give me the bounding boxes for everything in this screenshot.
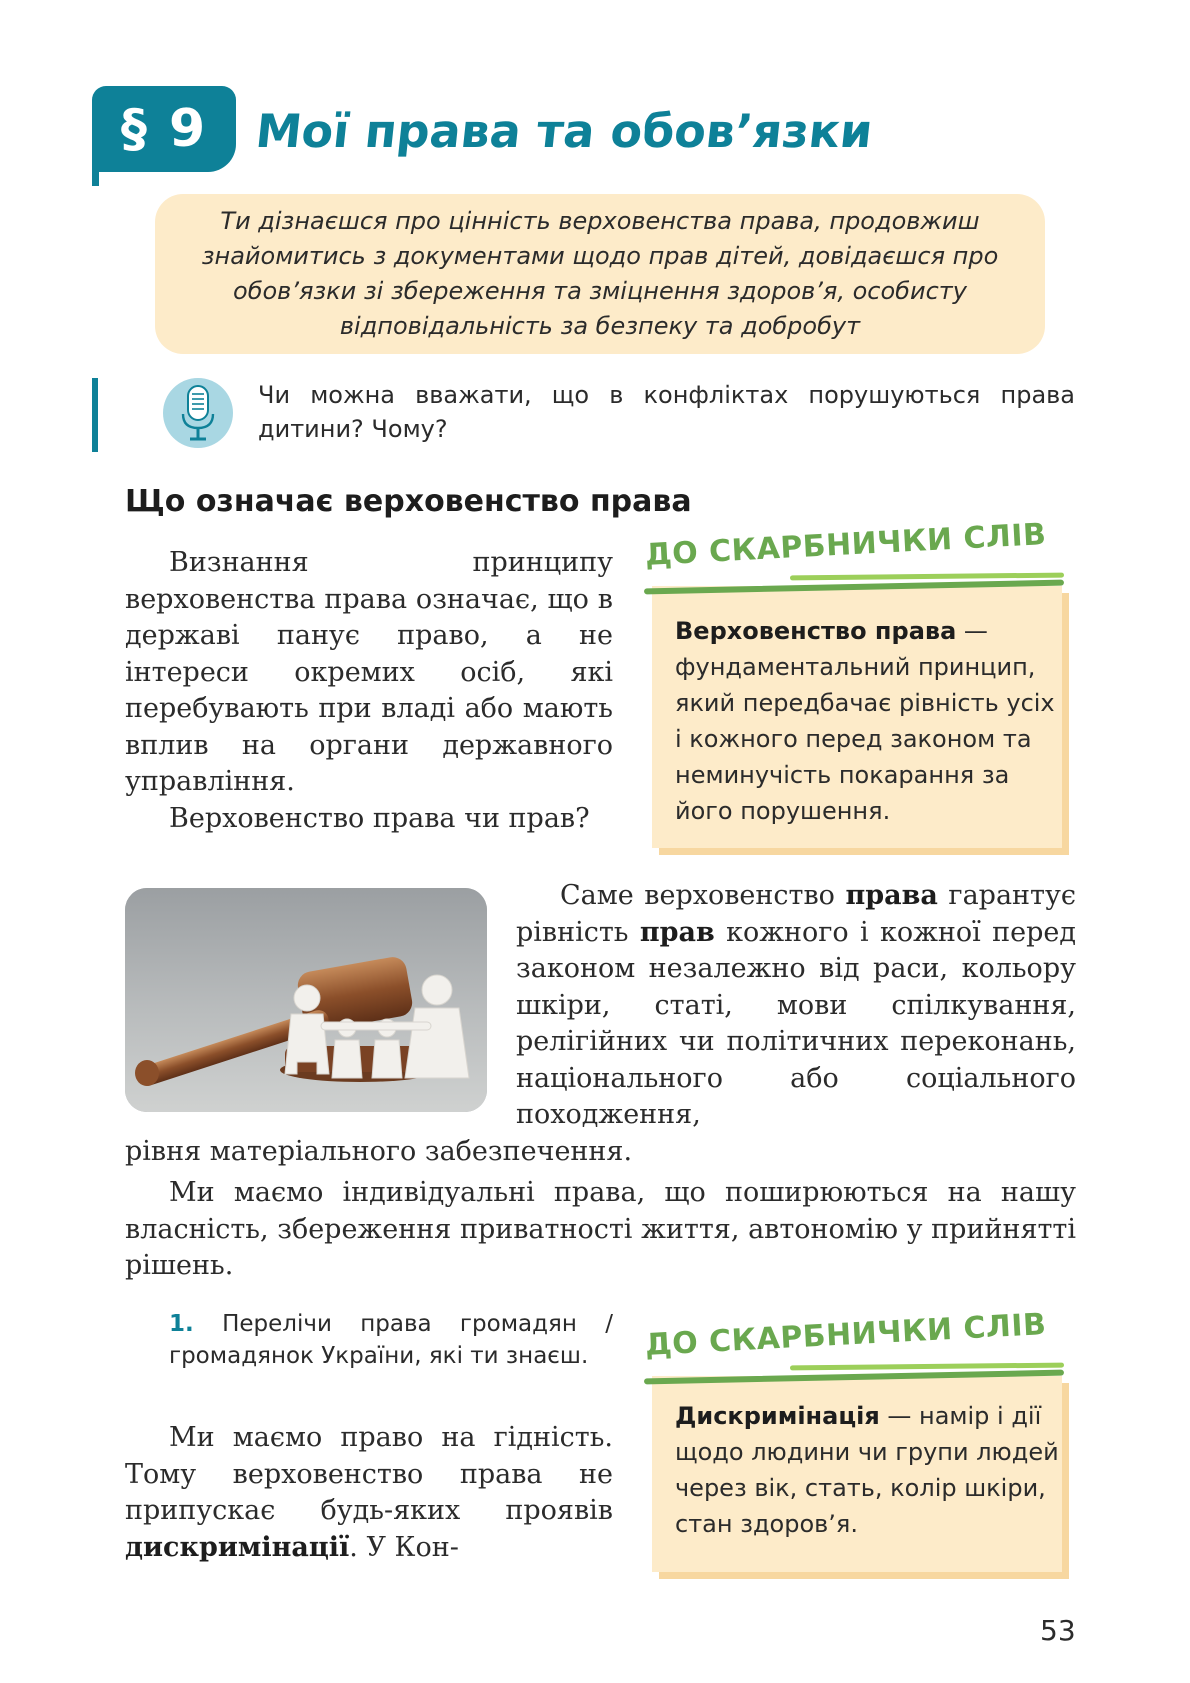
body-paragraph-5 (125, 1420, 613, 1566)
intro-text: Ти дізнаєшся про цінність верховенства права, продовжиш знайомитись з документами щодо прав дітей, довідаєшся про обов’язки зі збереження та зміцнення здоров’я, особисту відповідальність за безпеку та добробут (201, 207, 999, 340)
body-paragraph-1: Визнання принципу верховенства права означає, що в державі панує право, а не інтереси окремих осіб, які перебувають при владі або мають вплив на органи державного управління. (125, 547, 613, 797)
text-span: гарантує рівність (516, 880, 1076, 948)
glossary-definition-text: — намір і дії щодо людини чи групи людей через вік, стать, колір шкіри, стан здоров’я. (675, 1402, 1059, 1538)
chapter-title: Мої права та обов’язки (253, 104, 876, 158)
task-number: 1. (169, 1311, 194, 1337)
paragraph-equality (516, 878, 1076, 1134)
question-accent-bar (92, 378, 98, 452)
body-paragraph-3-end: рівня матеріального забезпечення. (125, 1136, 633, 1167)
question-text: Чи можна вважати, що в конфліктах порушуються права дитини? Чому? (258, 381, 1075, 443)
glossary-box-1 (640, 517, 1080, 858)
paragraph-number: § 9 (92, 86, 236, 172)
paragraph-dignity (125, 1420, 613, 1566)
glossary-term: Дискримінація (675, 1402, 880, 1430)
bold-text: дискримінації (125, 1531, 350, 1563)
glossary-title: ДО СКАРБНИЧКИ СЛІВ (644, 1307, 1048, 1363)
task-text: Перелічи права громадян / громадянок України, які ти знаєш. (169, 1311, 613, 1369)
glossary-term: Верховенство права (675, 617, 957, 645)
paragraph-rule-of-law (125, 545, 613, 837)
task-1 (169, 1308, 613, 1372)
glossary-underline-accent (790, 573, 1064, 581)
text-span: . У Кон- (349, 1531, 459, 1563)
paragraph-accent-bar (92, 120, 99, 186)
bold-text: права (845, 880, 938, 911)
bold-text: прав (639, 916, 715, 948)
microphone-icon (163, 378, 233, 448)
section-heading: Що означає верховенство права (125, 484, 692, 519)
glossary-definition (675, 1398, 1065, 1542)
gavel-family-photo (125, 888, 487, 1112)
body-paragraph-2: Верховенство права чи прав? (169, 802, 590, 834)
paragraph-individual-rights (125, 1175, 1076, 1285)
body-paragraph-3 (516, 878, 1076, 1134)
glossary-definition-text: — фундаментальний принцип, який передбачає рівність усіх і кожного перед законом та неминучість покарання за його порушення. (675, 617, 1055, 825)
paragraph-equality-continued (125, 1134, 1076, 1171)
text-span: Саме верховенство (560, 880, 846, 911)
glossary-box-2 (640, 1307, 1080, 1588)
body-paragraph-4: Ми маємо індивідуальні права, що поширюються на нашу власність, збереження приватності життя, автономію у прийнятті рішень. (125, 1177, 1076, 1281)
text-span: кожного і кожної перед законом незалежно від раси, кольору шкіри, статі, мови спілкування, релігійних чи політичних переконань, національного або соціального походження, (516, 916, 1077, 1130)
page-number: 53 (1040, 1614, 1076, 1647)
glossary-title: ДО СКАРБНИЧКИ СЛІВ (644, 517, 1048, 573)
text-span: Ми маємо право на гідність. Тому верховенство права не припускає будь-яких проявів (125, 1422, 613, 1526)
glossary-underline-accent (790, 1363, 1064, 1371)
intro-box (155, 194, 1045, 354)
glossary-definition (675, 613, 1065, 829)
